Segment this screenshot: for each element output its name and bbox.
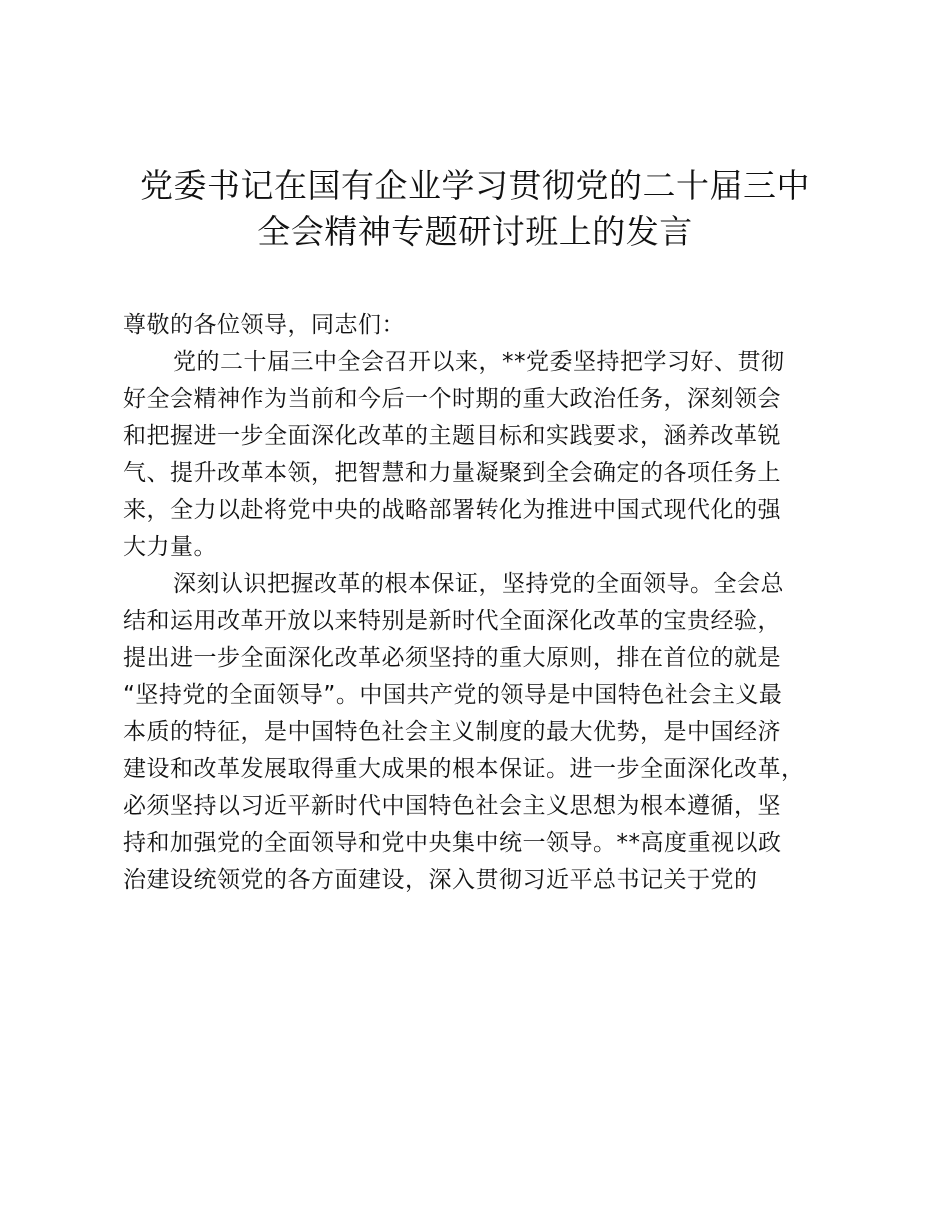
paragraph-line: 大力量。: [123, 534, 217, 560]
title-line-2: 全会精神专题研讨班上的发言: [257, 212, 693, 251]
paragraph-line: 深刻认识把握改革的根本保证，坚持党的全面领导。全会总: [173, 571, 784, 597]
paragraph-line: 治建设统领党的各方面建设，深入贯彻习近平总书记关于党的: [123, 867, 758, 893]
paragraph-line: 提出进一步全面深化改革必须坚持的重大原则，排在首位的就是: [123, 645, 781, 671]
paragraph-line: 来，全力以赴将党中央的战略部署转化为推进中国式现代化的强: [123, 497, 781, 523]
paragraph-line: 持和加强党的全面领导和党中央集中统一领导。**高度重视以政: [123, 830, 782, 856]
paragraph-line: 党的二十届三中全会召开以来，**党委坚持把学习好、贯彻: [173, 349, 785, 375]
paragraph-line: 和把握进一步全面深化改革的主题目标和实践要求，涵养改革锐: [123, 423, 781, 449]
document-body: [123, 307, 853, 899]
paragraph-line: 好全会精神作为当前和今后一个时期的重大政治任务，深刻领会: [123, 386, 781, 412]
paragraph-line: 建设和改革发展取得重大成果的根本保证。进一步全面深化改革，: [123, 756, 805, 782]
paragraph-2: [123, 566, 853, 899]
paragraph-line: 本质的特征，是中国特色社会主义制度的最大优势，是中国经济: [123, 719, 781, 745]
paragraph-line: 必须坚持以习近平新时代中国特色社会主义思想为根本遵循，坚: [123, 793, 781, 819]
paragraph-line: 结和运用改革开放以来特别是新时代全面深化改革的宝贵经验，: [123, 608, 781, 634]
paragraph-line: “坚持党的全面领导”。中国共产党的领导是中国特色社会主义最: [123, 682, 783, 708]
title-line-1: 党委书记在国有企业学习贯彻党的二十届三中: [140, 166, 810, 205]
paragraph-1: [123, 344, 853, 566]
paragraph-line: 气、提升改革本领，把智慧和力量凝聚到全会确定的各项任务上: [123, 460, 781, 486]
document-title: [100, 163, 850, 255]
greeting: 尊敬的各位领导，同志们：: [123, 312, 405, 338]
